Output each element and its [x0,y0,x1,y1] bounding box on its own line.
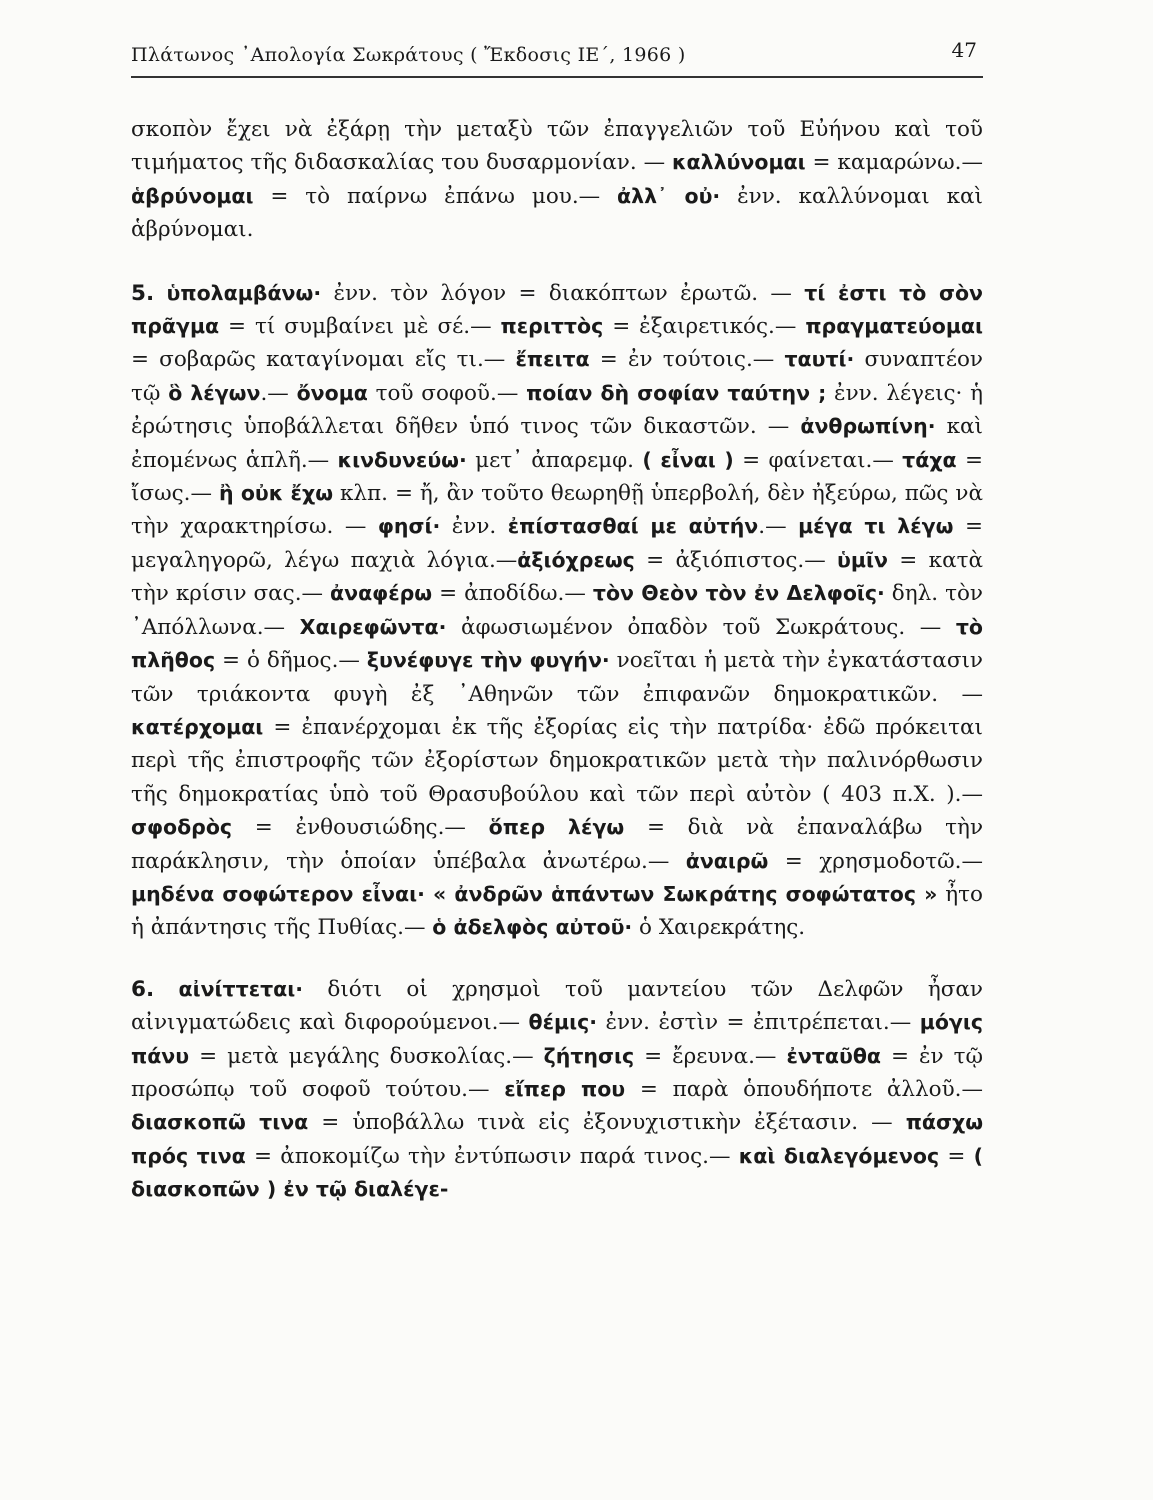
header-title: Πλάτωνος ᾿Απολογία Σωκράτους ( Ἔκδοσις ΙΕ΄, 1966 ) [131,44,686,66]
paragraph-intro: σκοπὸν ἔχει νὰ ἐξάρῃ τὴν μεταξὺ τῶν ἐπαγγελιῶν τοῦ Εὐήνου καὶ τοῦ τιμήματος τῆς διδασκαλίας του δυσαρμονίαν. — καλλύνομαι = καμαρώνω.— ἁβρύνομαι = τὸ παίρνω ἐπάνω μου.— ἀλλ᾽ οὐ· ἐνν. καλλύνομαι καὶ ἁβρύνομαι. [131,117,983,243]
running-header [131,38,983,78]
commentary-body [131,113,983,1207]
header-rule [131,76,983,78]
page-number: 47 [951,38,977,62]
paragraph-section-6: 6. αἰνίττεται· διότι οἱ χρησμοὶ τοῦ μαντείου τῶν Δελφῶν ἦσαν αἰνιγματώδεις καὶ διφορούμενοι.— θέμις· ἐνν. ἐστὶν = ἐπιτρέπεται.— μόγις πάνυ = μετὰ μεγάλης δυσκολίας.— ζήτησις = ἔρευνα.— ἐνταῦθα = ἐν τῷ προσώπῳ τοῦ σοφοῦ τούτου.— εἴπερ που = παρὰ ὁπουδήποτε ἀλλοῦ.— διασκοπῶ τινα = ὑποβάλλω τινὰ εἰς ἐξονυχιστικὴν ἐξέτασιν. — πάσχω πρός τινα = ἀποκομίζω τὴν ἐντύπωσιν παρά τινος.— καὶ διαλεγόμενος = ( διασκοπῶν ) ἐν τῷ διαλέγε- [131,976,984,1202]
paragraph-section-5: 5. ὑπολαμβάνω· ἐνν. τὸν λόγον = διακόπτων ἐρωτῶ. — τί ἐστι τὸ σὸν πρᾶγμα = τί συμβαίνει μὲ σέ.— περιττὸς = ἐξαιρετικός.— πραγματεύομαι = σοβαρῶς καταγίνομαι εἴς τι.— ἔπειτα = ἐν τούτοις.— ταυτί· συναπτέον τῷ ὃ λέγων.— ὄνομα τοῦ σοφοῦ.— ποίαν δὴ σοφίαν ταύτην ; ἐνν. λέγεις· ἡ ἐρώτησις ὑποβάλλεται δῆθεν ὑπό τινος τῶν δικαστῶν. — ἀνθρωπίνη· καὶ ἐπομένως ἁπλῆ.— κινδυνεύω· μετ᾽ ἀπαρεμφ. ( εἶναι ) = φαίνεται.— τάχα = ἴσως.— ἢ οὐκ ἔχω κλπ. = ἤ, ἂν τοῦτο θεωρηθῇ ὑπερβολή, δὲν ἠξεύρω, πῶς νὰ τὴν χαρακτηρίσω. — φησί· ἐνν. ἐπίστασθαί με αὐτήν.— μέγα τι λέγω = μεγαληγορῶ, λέγω παχιὰ λόγια.—ἀξιόχρεως = ἀξιόπιστος.— ὑμῖν = κατὰ τὴν κρίσιν σας.— ἀναφέρω = ἀποδίδω.— τὸν Θεὸν τὸν ἐν Δελφοῖς· δηλ. τὸν ᾿Απόλλωνα.— Χαιρεφῶντα· ἀφωσιωμένον ὀπαδὸν τοῦ Σωκράτους. — τὸ πλῆθος = ὁ δῆμος.— ξυνέφυγε τὴν φυγήν· νοεῖται ἡ μετὰ τὴν ἐγκατάστασιν τῶν τριάκοντα φυγὴ ἐξ ᾿Αθηνῶν τῶν ἐπιφανῶν δημοκρατικῶν. — κατέρχομαι = ἐπανέρχομαι ἐκ τῆς ἐξορίας εἰς τὴν πατρίδα· ἐδῶ πρόκειται περὶ τῆς ἐπιστροφῆς τῶν ἐξορίστων δημοκρατικῶν μετὰ τὴν παλινόρθωσιν τῆς δημοκρατίας ὑπὸ τοῦ Θρασυβούλου καὶ τῶν περὶ αὐτὸν ( 403 π.Χ. ).— σφοδρὸς = ἐνθουσιώδης.— ὅπερ λέγω = διὰ νὰ ἐπαναλάβω τὴν παράκλησιν, τὴν ὁποίαν ὑπέβαλα ἀνωτέρω.— ἀναιρῶ = χρησμοδοτῶ.— μηδένα σοφώτερον εἶναι· « ἀνδρῶν ἁπάντων Σωκράτης σοφώτατος » ἦτο ἡ ἀπάντησις τῆς Πυθίας.— ὁ ἀδελφὸς αὐτοῦ· ὁ Χαιρεκράτης. [131,280,984,941]
